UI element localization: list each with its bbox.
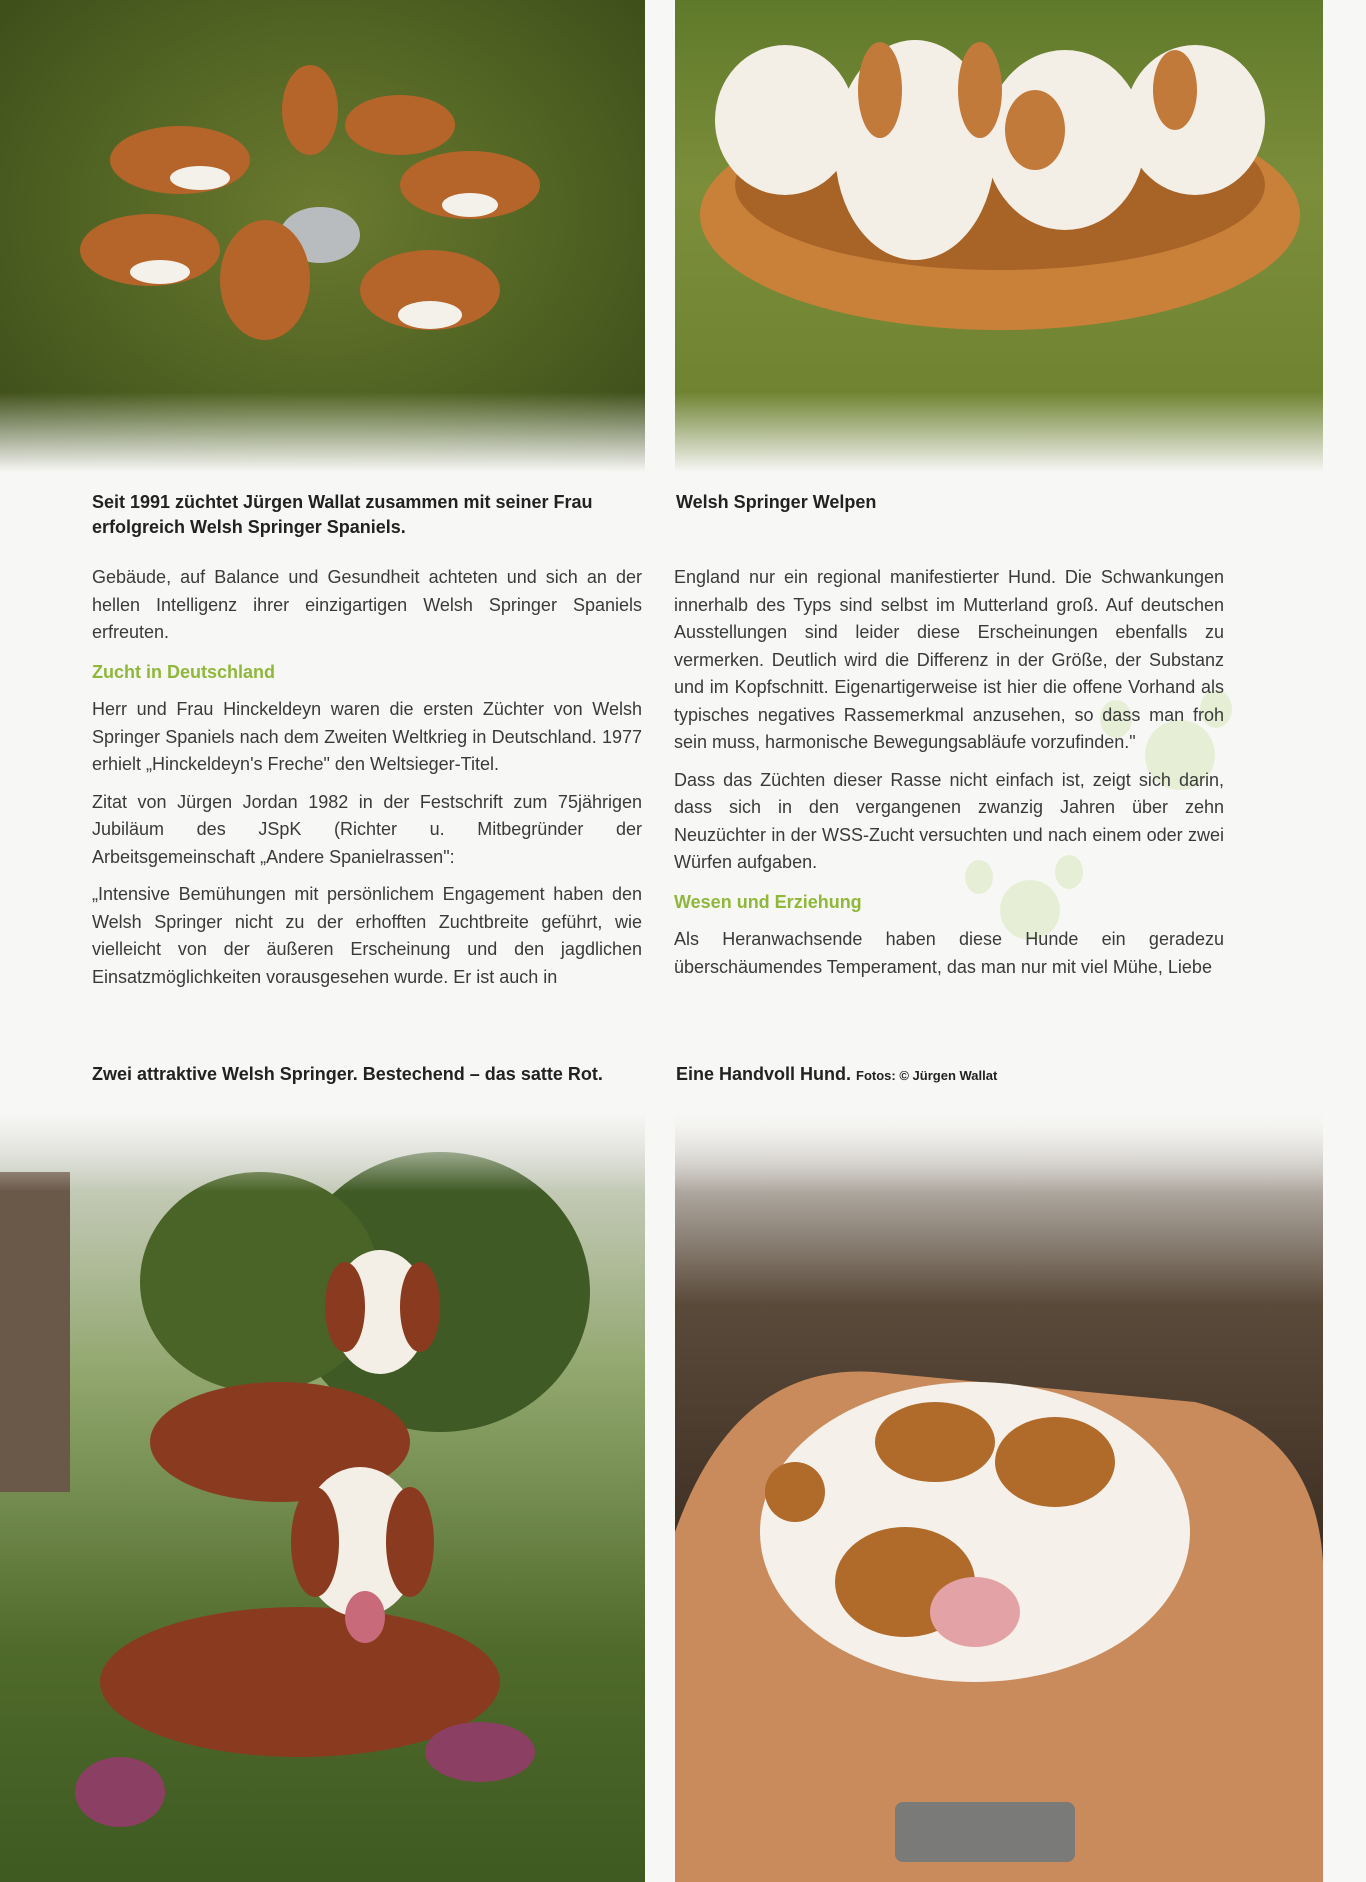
wristwatch bbox=[895, 1802, 1075, 1862]
puppy-in-hands-photo bbox=[675, 1112, 1323, 1882]
right-paragraph-3: Als Heranwachsende haben diese Hunde ein geradezu überschäumendes Temperament, das man nur mit viel Mühe, Liebe bbox=[674, 929, 1224, 977]
photo-credit: Fotos: © Jürgen Wallat bbox=[856, 1068, 998, 1083]
two-dogs-illustration bbox=[0, 1112, 645, 1882]
two-adult-dogs-photo bbox=[0, 1112, 645, 1882]
puppy-nose bbox=[930, 1577, 1020, 1647]
left-paragraph-4: „Intensive Bemühungen mit persönlichem Engagement haben den Welsh Springer nicht zu der erhofften Zuchtbreite geführt, wie vielleicht von der äußeren Erscheinung und den jagdlichen Einsatzmöglichkeiten vorausgesehen wurde. Er ist auch in bbox=[92, 884, 642, 987]
caption-top-left: Seit 1991 züchtet Jürgen Wallat zusammen mit seiner Frau erfolgreich Welsh Springer Spaniels. bbox=[92, 492, 593, 537]
right-paragraph-1: England nur ein regional manifestierter Hund. Die Schwankungen innerhalb des Typs sind selbst im Mutterland groß. Auf deutschen Ausstellungen sind leider diese Erscheinungen ebenfalls zu vermerken. Deutlich wird die Differenz in der Größe, der Substanz und im Kopfschnitt. Eigenartigerweise ist hier die offene Vorhand als typisches negatives Rassemerkmal anzusehen, so dass man froh sein muss, harmonische Bewegungsabläufe vorzufinden." bbox=[674, 567, 1224, 752]
right-text-column bbox=[674, 564, 1224, 991]
heading-wesen-und-erziehung: Wesen und Erziehung bbox=[674, 891, 862, 912]
caption-bottom-right-text: Eine Handvoll Hund. bbox=[676, 1064, 852, 1084]
caption-bottom-left: Zwei attraktive Welsh Springer. Bestechend – das satte Rot. bbox=[92, 1064, 603, 1084]
left-paragraph-3: Zitat von Jürgen Jordan 1982 in der Festschrift zum 75jährigen Jubiläum des JSpK (Richter u. Mitbegründer der Arbeitsgemeinschaft „Andere Spanielrassen": bbox=[92, 791, 642, 867]
tongue bbox=[345, 1591, 385, 1643]
lying-dog bbox=[100, 1467, 500, 1757]
left-paragraph-2: Herr und Frau Hinckeldeyn waren die ersten Züchter von Welsh Springer Spaniels nach dem Zweiten Weltkrieg in Deutschland. 1977 erhielt „Hinckeldeyn's Freche" den Weltsieger-Titel. bbox=[92, 699, 642, 774]
fence bbox=[0, 1172, 70, 1492]
heading-zucht-in-deutschland: Zucht in Deutschland bbox=[92, 661, 276, 682]
caption-bottom-right bbox=[676, 1062, 1236, 1088]
puppies-eating-photo bbox=[0, 0, 645, 472]
puppies-in-basket-photo bbox=[675, 0, 1323, 472]
left-paragraph-1: Gebäude, auf Balance und Gesundheit achteten und sich an der hellen Intelligenz ihrer einzigartigen Welsh Springer Spaniels erfreuten. bbox=[92, 567, 642, 642]
left-text-column bbox=[92, 564, 642, 1001]
puppy-in-hands-illustration bbox=[675, 1112, 1323, 1882]
chew-toy bbox=[75, 1757, 165, 1827]
caption-top-right: Welsh Springer Welpen bbox=[676, 492, 877, 512]
chew-toy-2 bbox=[425, 1722, 535, 1782]
right-paragraph-2: Dass das Züchten dieser Rasse nicht einfach ist, zeigt sich darin, dass sich in den vergangenen zwanzig Jahren über zehn Neuzüchter in der WSS-Zucht versuchten und nach einem oder zwei Würfen aufgaben. bbox=[674, 769, 1224, 872]
